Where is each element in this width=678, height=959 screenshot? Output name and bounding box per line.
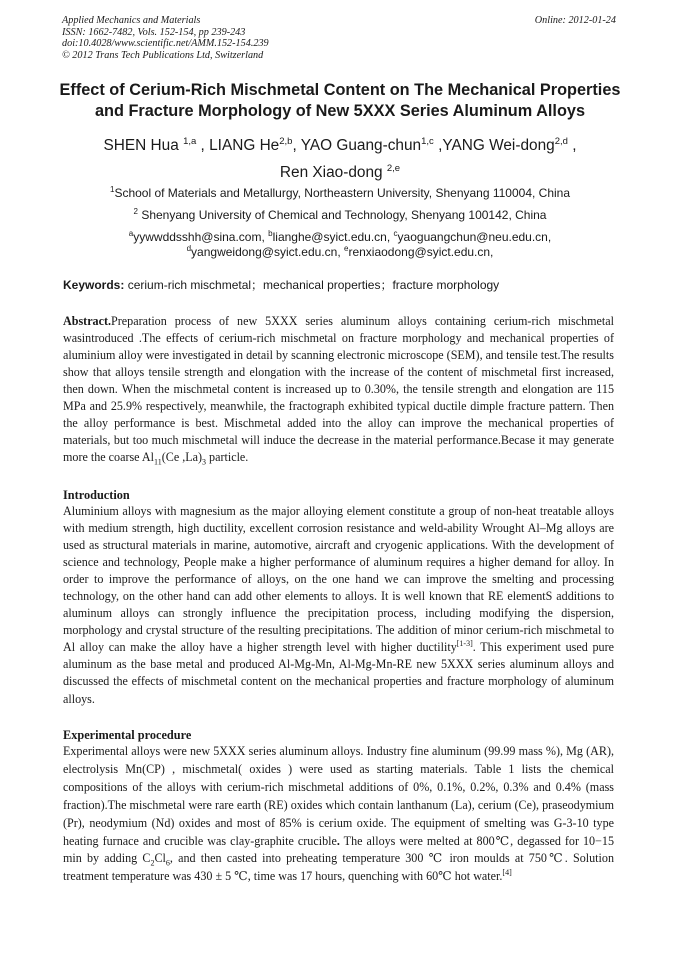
affiliation-1: [40, 182, 640, 201]
title-line-2: and Fracture Morphology of New 5XXX Series Aluminum Alloys: [94, 102, 586, 120]
experimental-text: Experimental alloys were new 5XXX series aluminum alloys. Industry fine aluminum (99.99 mass %), Mg (AR), electrolysis Mn(CP) , mischmetal( oxides ) were used as starting materials. Table 1 lists the chemical compositions of the alloys with cerium-rich mischmetal additions of 0%, 0.1%, 0.2%, 0.3% and 0.4% (mass fraction).The mischmetal were rare earth (RE) oxides which contain lanthanum (La), cerium (Ce), praseodymium (Pr), neodymium (Nd) oxides and most of 85% is cerium oxide. The equipment of smelting was G-3-10 type heating furnace and crucible was clay-graphite crucible: [63, 744, 614, 848]
experimental-body: [63, 743, 614, 886]
section-heading-experimental: Experimental procedure: [63, 728, 192, 742]
email-marker: c: [393, 229, 398, 238]
abstract-text: (Ce ,La): [161, 450, 203, 465]
email-address: lianghe@syict.edu.cn,: [272, 230, 391, 244]
subscript: 11: [154, 457, 162, 467]
affiliation-2: [40, 204, 640, 223]
author-superscript: 2,b: [279, 136, 293, 147]
email-marker: e: [344, 244, 349, 253]
doi-line: doi:10.4028/www.scientific.net/AMM.152-154.239: [62, 38, 269, 50]
bold-period: .: [336, 833, 340, 848]
paper-title: [40, 80, 640, 122]
author-name: LIANG He: [209, 137, 280, 155]
author-superscript: 2,d: [554, 136, 568, 147]
abstract: [63, 313, 614, 466]
subscript: 3: [202, 457, 207, 467]
citation: [1-3]: [456, 639, 473, 649]
affiliation-marker: 2: [133, 207, 138, 216]
subscript: 6: [165, 858, 170, 868]
author-superscript: 2,e: [386, 163, 401, 175]
online-date: Online: 2012-01-24: [534, 15, 616, 26]
journal-header: [62, 15, 616, 61]
email-address: renxiaodong@syict.edu.cn,: [348, 245, 494, 259]
introduction-body: [63, 503, 614, 708]
email-marker: a: [128, 229, 134, 238]
journal-name: Applied Mechanics and Materials: [62, 15, 201, 26]
keywords-text: cerium-rich mischmetal；mechanical properties；fracture morphology: [127, 278, 500, 292]
author-name: YAO Guang-chun: [300, 137, 422, 155]
abstract-label: Abstract.: [63, 314, 112, 328]
experimental-text: Cl: [154, 851, 166, 866]
author-name: Ren Xiao-dong: [279, 164, 383, 182]
keywords-label: Keywords:: [63, 278, 125, 292]
author-name: SHEN Hua: [103, 137, 179, 155]
affiliation-text: School of Materials and Metallurgy, Northeastern University, Shenyang 110004, China: [114, 186, 571, 200]
citation: [4]: [502, 868, 512, 878]
issn-line: ISSN: 1662-7482, Vols. 152-154, pp 239-243: [62, 26, 246, 38]
email-marker: b: [268, 229, 273, 238]
title-line-1: Effect of Cerium-Rich Mischmetal Content on The Mechanical Properties: [59, 81, 621, 99]
affiliation-marker: 1: [109, 185, 115, 194]
email-address: yangweidong@syict.edu.cn,: [191, 245, 341, 259]
subscript: 2: [150, 858, 155, 868]
author-list: SHEN Hua $^{1,a}$ , LIANG He$^{2,b}$, YAO Guang-chun$^{1,c}$ ,YANG Wei-dong$^{2,d}$ , Ren Xiao-dong $^{2,e}$: [103, 136, 577, 182]
keywords: [63, 276, 623, 293]
experimental-text: The alloys were melted at 800℃, degassed for 10−15 min by adding C: [63, 833, 614, 866]
email-line-2: [40, 241, 640, 260]
abstract-text: particle.: [206, 450, 249, 465]
author-name: YANG Wei-dong: [442, 137, 555, 155]
author-superscript: 1,a: [183, 136, 197, 147]
email-address: yaoguangchun@neu.edu.cn,: [397, 230, 552, 244]
section-heading-introduction: Introduction: [63, 488, 130, 502]
email-marker: d: [186, 244, 192, 253]
introduction-text: . This experiment used pure aluminum as the base metal and produced Al-Mg-Mn, Al-Mg-Mn-RE new 5XXX series aluminum alloys and discussed the effects of mischmetal content on the mechanical properties and fracture morphology of aluminum alloys.: [63, 640, 614, 706]
experimental-text: , and then casted into preheating temperature 300 ℃ iron moulds at 750℃. Solution treatment temperature was 430 ± 5 ℃, time was 17 hours, quenching with 60℃ hot water.: [63, 851, 614, 884]
author-superscript: 1,c: [421, 136, 434, 147]
copyright-line: © 2012 Trans Tech Publications Ltd, Switzerland: [62, 49, 264, 61]
affiliation-text: Shenyang University of Chemical and Technology, Shenyang 100142, China: [141, 208, 547, 222]
email-address: yywwddsshh@sina.com,: [133, 230, 265, 244]
abstract-text: Preparation process of new 5XXX series aluminum alloys containing cerium-rich mischmetal wasintroduced .The effects of cerium-rich mischmetal on fracture morphology and mechanical properties of aluminium alloy were investigated in detail by scanning electronic microscope (SEM), and tensile test.The results show that alloys tensile strength and elongation with the increase of the content of mischmetal first increased, then down. When the mischmetal content is increased up to 0.30%, the tensile strength and elongation are 115 MPa and 25.9% respectively, meanwhile, the fractograph exhibited typical ductile dimple fracture pattern. Then the alloy performance is best. Mischmetal added into the alloy can improve the mechanical properties of materials, but too much mischmetal will induce the decrease in the material performance.Becase it may generate more the coarse Al: [63, 314, 614, 465]
introduction-text: Aluminium alloys with magnesium as the major alloying element constitute a group of non-heat treatable alloys with medium strength, high ductility, excellent corrosion resistance and weld-ability Wrought Al–Mg alloys are used as structural materials in marine, automotive, aircraft and cryogenic applications. With the development of science and technology, People make a higher performance of aluminum requires a higher demand for alloy. In order to improve the performance of alloys, on the one hand we can improve the smelting and processing technology, on the other hand can add other elements to alloys. It is well known that RE elementS additions to aluminum alloys can strongly influence the precipitation process, including modifying the dispersion, morphology and crystal structure of the resulting precipitations. The addition of minor cerium-rich mischmetal to Al alloy can make the alloy have a higher strength level with higher ductility: [63, 504, 614, 655]
